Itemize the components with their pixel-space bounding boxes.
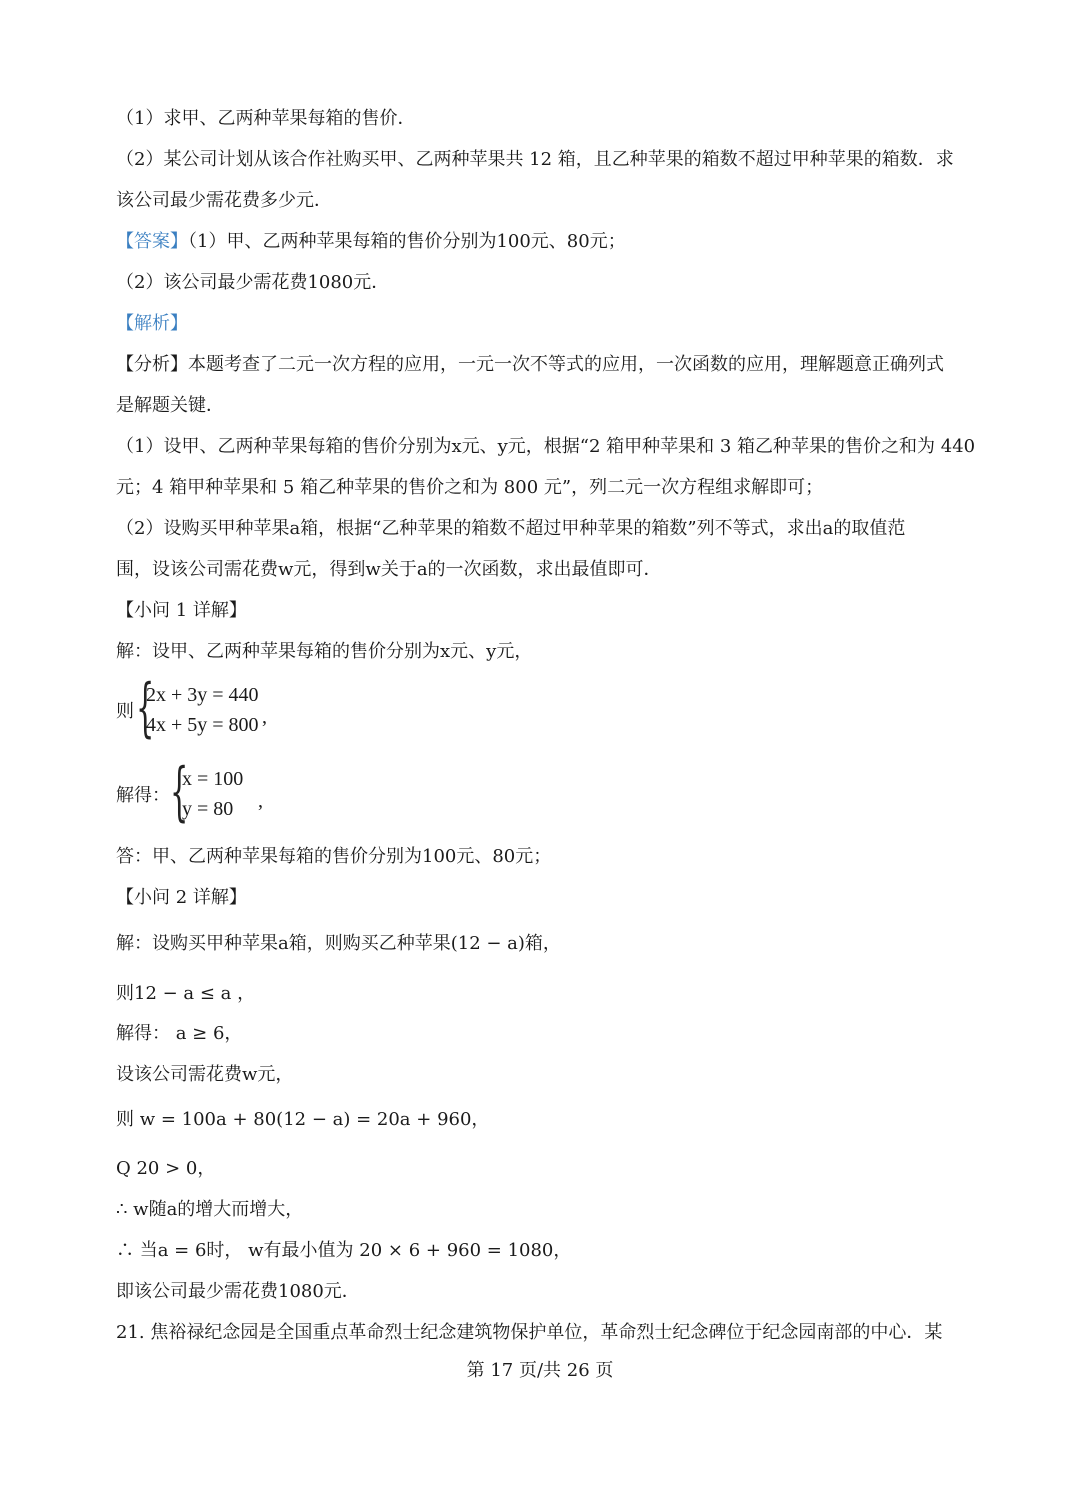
ze-label: 则 xyxy=(116,701,134,722)
sub-question-2-heading: 【小问 2 详解】 xyxy=(116,887,247,908)
answer-line-1 xyxy=(116,229,626,255)
left-brace-icon: { xyxy=(136,671,155,745)
question-part-2-line-2: 该公司最少需花费多少元． xyxy=(116,190,332,211)
analysis-tag: 【解析】 xyxy=(116,313,188,334)
fenxi-line-1: 【分析】本题考查了二元一次方程的应用，一元一次不等式的应用，一次函数的应用，理解题意正确列式 xyxy=(116,354,944,375)
plan-part-1-line-1: （1）设甲、乙两种苹果每箱的售价分别为x元、y元，根据“2 箱甲种苹果和 3 箱乙种苹果的售价之和为 440 xyxy=(116,436,976,457)
plan-part-2-line-1: （2）设购买甲种苹果a箱，根据“乙种苹果的箱数不超过甲种苹果的箱数”列不等式，求出a的取值范 xyxy=(116,518,906,539)
answer-line-2: （2）该公司最少需花费1080元． xyxy=(116,272,390,293)
question-part-1: （1）求甲、乙两种苹果每箱的售价． xyxy=(116,108,416,129)
conclusion-line: 即该公司最少需花费1080元． xyxy=(116,1281,360,1302)
system-2-equation-2: y = 80 xyxy=(182,798,234,820)
because-line: Q 20 > 0， xyxy=(116,1158,216,1179)
fenxi-line-2: 是解题关键． xyxy=(116,395,224,416)
answer-1-statement: 答：甲、乙两种苹果每箱的售价分别为100元、80元； xyxy=(116,846,552,867)
solution-1-setup: 解：设甲、乙两种苹果每箱的售价分别为x元、y元， xyxy=(116,641,533,662)
answer-text-1: （1）甲、乙两种苹果每箱的售价分别为100元、80元； xyxy=(188,231,626,252)
question-21-line: 21. 焦裕禄纪念园是全国重点革命烈士纪念建筑物保护单位，革命烈士纪念碑位于纪念园南部的中心．某 xyxy=(116,1322,943,1343)
system-2-equation-1: x = 100 xyxy=(182,768,244,790)
equation-system-2 xyxy=(116,755,316,829)
sub-question-1-heading: 【小问 1 详解】 xyxy=(116,600,247,621)
solution-2-setup: 解：设购买甲种苹果a箱，则购买乙种苹果(12 − a)箱， xyxy=(116,933,561,954)
question-part-2-line-1: （2）某公司计划从该合作社购买甲、乙两种苹果共 12 箱，且乙种苹果的箱数不超过甲种苹果的箱数．求 xyxy=(116,149,954,170)
page-footer: 第 17 页/共 26 页 xyxy=(466,1360,614,1381)
plan-part-2-line-2: 围，设该公司需花费w元，得到w关于a的一次函数，求出最值即可． xyxy=(116,559,662,580)
cost-function: 则 w = 100a + 80(12 − a) = 20a + 960， xyxy=(116,1109,490,1130)
jiede-label: 解得： xyxy=(116,785,170,806)
therefore-minimum: ∴ 当a = 6时， w有最小值为 20 × 6 + 960 = 1080， xyxy=(116,1240,572,1261)
system-2-comma: , xyxy=(258,790,263,812)
define-cost-w: 设该公司需花费w元， xyxy=(116,1064,294,1085)
left-brace-icon: { xyxy=(170,755,189,829)
therefore-increasing: ∴ w随a的增大而增大， xyxy=(116,1199,304,1220)
inequality-solution: 解得： a ≥ 6， xyxy=(116,1023,243,1044)
answer-tag: 【答案】 xyxy=(116,231,188,252)
equation-system-1 xyxy=(116,671,316,745)
system-1-equation-1: 2x + 3y = 440 xyxy=(146,684,259,706)
system-1-comma: , xyxy=(262,706,267,728)
plan-part-1-line-2: 元；4 箱甲种苹果和 5 箱乙种苹果的售价之和为 800 元”，列二元一次方程组求解即可； xyxy=(116,477,824,498)
inequality-line: 则12 − a ≤ a ， xyxy=(116,983,256,1004)
system-1-equation-2: 4x + 5y = 800 xyxy=(146,714,259,736)
